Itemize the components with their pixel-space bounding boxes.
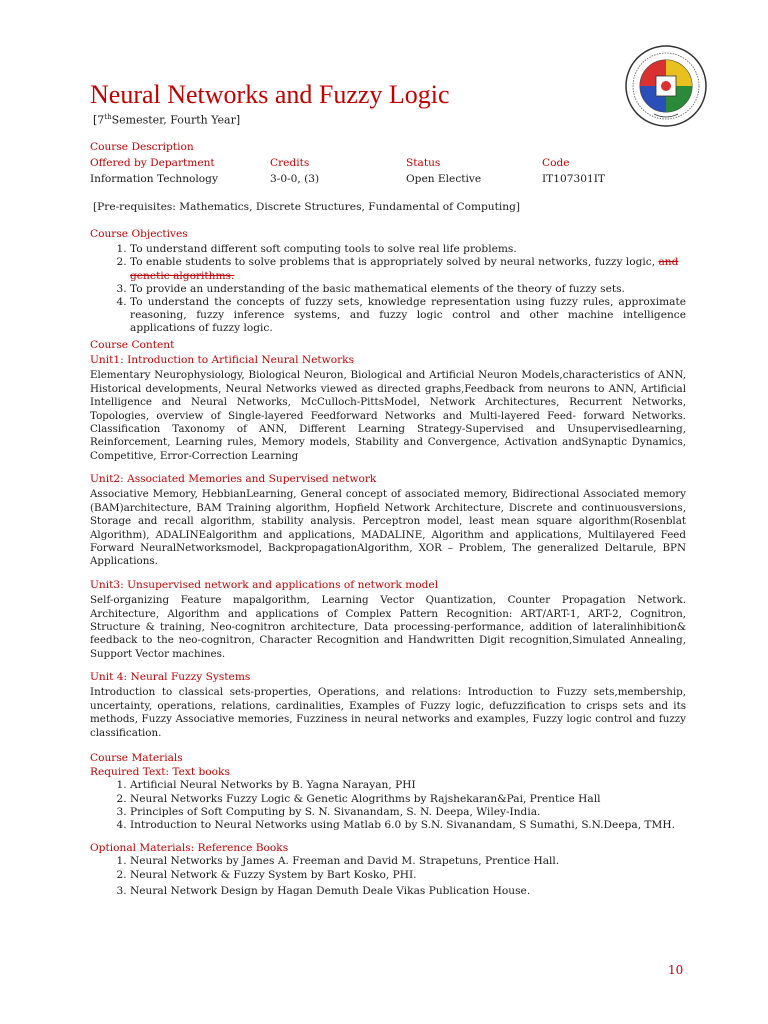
- list-item: 2. Neural Network & Fuzzy System by Bart Kosko, PHI.: [130, 869, 686, 882]
- materials-label: Course Materials: [90, 751, 183, 764]
- unit1-text: Elementary Neurophysiology, Biological Neuron, Biological and Artificial Neuron Models,characteristics of ANN, Historical developments, Neural Networks viewed as directed graphs,Feedback from neurons to ANN, Artificial Intelligence and Neural Networks, McCulloch-PittsModel, Network Architectures, Recurrent Networks, Topologies, overview of Single-layered Feedforward Networks and Multi-layered Feed- forward Networks. Classification Taxonomy of ANN, Different Learning Strategy-Supervised and Unsupervisedlearning, Reinforcement, Learning rules, Memory models, Stability and Convergence, Activation andSynaptic Dynamics, Competitive, Error-Correction Learning: [90, 369, 686, 462]
- unit4-text: Introduction to classical sets-properties, Operations, and relations: Introduction to Fuzzy sets,membership, uncertainty, operations, relations, cardinalities, Examples of Fuzzy logic, defuzzification to crisps sets and its methods, Fuzzy Associative memories, Fuzziness in neural networks and examples, Fuzzy logic control and fuzzy classification.: [90, 686, 686, 739]
- semester-prefix: [7: [93, 113, 105, 127]
- prerequisites: [Pre-requisites: Mathematics, Discrete Structures, Fundamental of Computing]: [93, 201, 520, 213]
- semester-sup: th: [104, 113, 112, 121]
- objectives-list: [90, 243, 686, 335]
- unit3-title: Unit3: Unsupervised network and applications of network model: [90, 578, 439, 591]
- list-item: [130, 296, 686, 336]
- objective-text: To understand different soft computing tools to solve real life problems.: [130, 243, 517, 256]
- value-credits: 3-0-0, (3): [270, 173, 320, 186]
- unit2-title: Unit2: Associated Memories and Supervised network: [90, 473, 377, 486]
- list-item: 4. Introduction to Neural Networks using Matlab 6.0 by S.N. Sivanandam, S Sumathi, S.N.Deepa, TMH.: [130, 819, 686, 832]
- list-item: 3. Principles of Soft Computing by S. N. Sivanandam, S. N. Deepa, Wiley-India.: [130, 806, 686, 819]
- unit3-text: Self-organizing Feature mapalgorithm, Learning Vector Quantization, Counter Propagation Network. Architecture, Algorithm and applications of Complex Pattern Recognition: ART/ART-1, ART-2, Cognitron, Structure & training, Neo-cognitron architecture, Data processing-performance, addition of lateralinhibition& feedback to the neo-cognitron, Character Recognition and Handwritten Digit recognition,Simulated Annealing, Support Vector machines.: [90, 594, 686, 660]
- struck-text: and genetic algorithms.: [130, 256, 679, 282]
- course-description-label: Course Description: [90, 141, 194, 153]
- list-item: [130, 256, 686, 282]
- value-code: IT107301IT: [542, 173, 605, 186]
- list-item: 2. Neural Networks Fuzzy Logic & Genetic Alogrithms by Rajshekaran&Pai, Prentice Hall: [130, 793, 686, 806]
- unit4-title: Unit 4: Neural Fuzzy Systems: [90, 671, 251, 684]
- header-code: Code: [542, 157, 570, 170]
- header-status: Status: [406, 157, 441, 170]
- page-title: Neural Networks and Fuzzy Logic: [90, 80, 450, 109]
- course-value-row: [90, 173, 686, 186]
- page-number: 10: [668, 963, 684, 977]
- optional-label: Optional Materials: Reference Books: [90, 842, 289, 855]
- list-item: [130, 283, 686, 296]
- required-books-list: [90, 779, 686, 832]
- header-credits: Credits: [270, 157, 310, 170]
- list-item: 1. Artificial Neural Networks by B. Yagna Narayan, PHI: [130, 779, 686, 792]
- value-status: Open Elective: [406, 173, 482, 186]
- objective-text: To provide an understanding of the basic mathematical elements of the theory of fuzzy sets.: [130, 282, 625, 295]
- course-content: [90, 339, 686, 898]
- course-header-row: [90, 157, 686, 170]
- course-description: [90, 141, 686, 187]
- required-label: Required Text: Text books: [90, 766, 230, 779]
- list-item: 1. Neural Networks by James A. Freeman and David M. Strapetuns, Prentice Hall.: [130, 855, 686, 868]
- institution-seal-icon: [624, 44, 708, 128]
- unit2-text: Associative Memory, HebbianLearning, General concept of associated memory, Bidirectional Associated memory (BAM)architecture, BAM Training algorithm, Hopfield Network Architecture, Discrete and continuousversions, Storage and recall algorithm, stability analysis. Perceptron model, least mean square algorithm(Rosenblat Algorithm), ADALINEalgorithm and applications, MADALINE, Algorithm and applications, Multilayered Feed Forward NeuralNetworksmodel, BackpropagationAlgorithm, XOR – Problem, The generalized Deltarule, BPN Applications.: [90, 488, 686, 568]
- unit1-title: Unit1: Introduction to Artificial Neural Networks: [90, 354, 355, 367]
- semester-rest: Semester, Fourth Year]: [111, 113, 241, 127]
- objectives-label: Course Objectives: [90, 228, 188, 240]
- list-item: [130, 243, 686, 256]
- list-item: 3. Neural Network Design by Hagan Demuth Deale Vikas Publication House.: [130, 885, 686, 898]
- course-objectives: [90, 228, 686, 336]
- objective-text: To enable students to solve problems that is appropriately solved by neural networks, fuzzy logic,: [130, 256, 656, 269]
- semester-line: [93, 113, 240, 127]
- content-label: Course Content: [90, 339, 175, 351]
- optional-books-list: [90, 855, 686, 898]
- header-department: Offered by Department: [90, 157, 215, 170]
- objective-text: To understand the concepts of fuzzy sets, knowledge representation using fuzzy rules, approximate reasoning, fuzzy inference systems, and fuzzy logic control and other machine intelligence applications of fuzzy logic.: [130, 296, 686, 335]
- value-department: Information Technology: [90, 173, 218, 186]
